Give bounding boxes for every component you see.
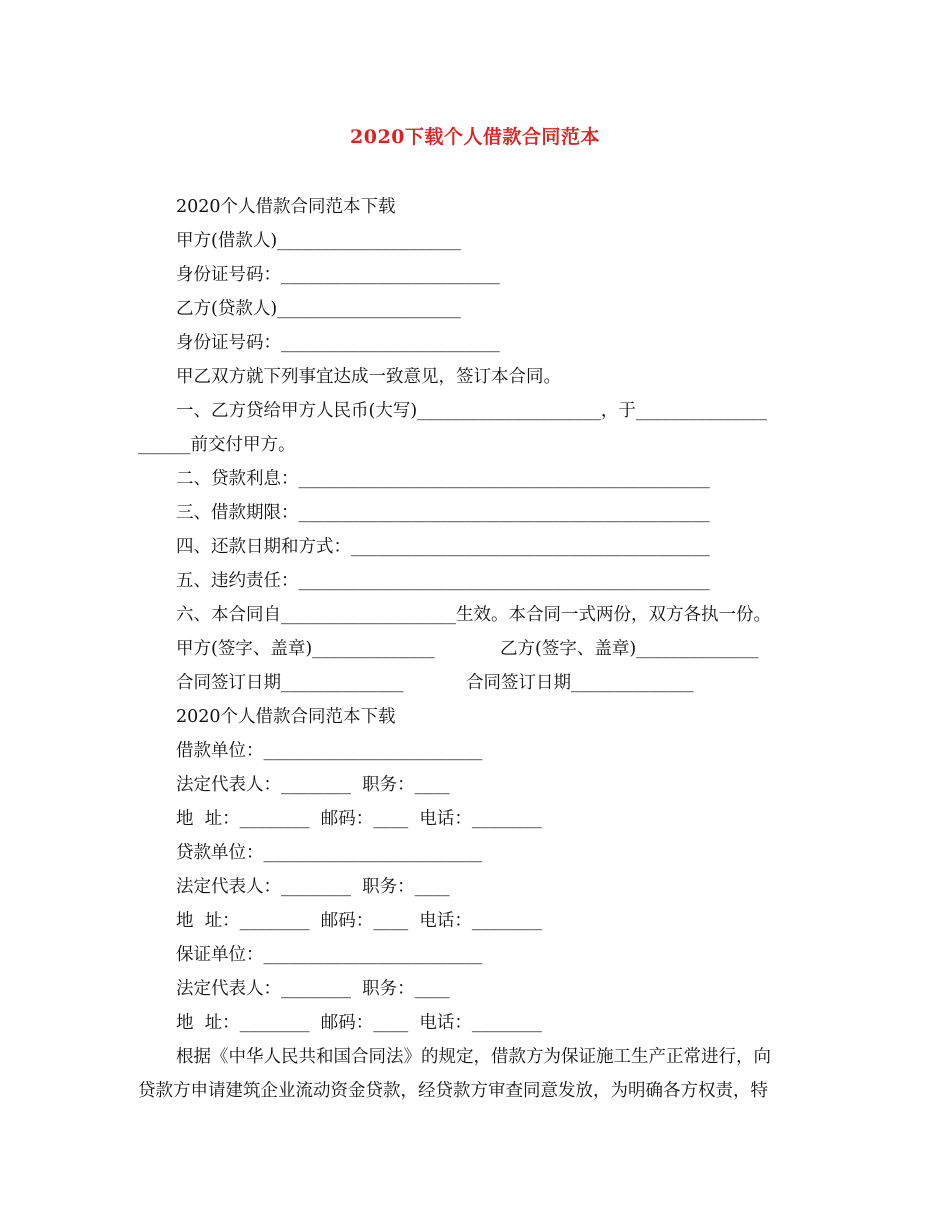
clause-2: 二、贷款利息：_______________________________________________ <box>176 469 710 489</box>
lender-unit-line: 贷款单位：_________________________ <box>176 843 483 863</box>
paragraph-line-2: 贷款方申请建筑企业流动资金贷款，经贷款方审查同意发放，为明确各方权责，特 <box>138 1081 768 1101</box>
clause-1: 一、乙方贷给甲方人民币(大写)_____________________，于_______________ <box>176 401 768 421</box>
signing-date-a: 合同签订日期______________ <box>176 673 404 693</box>
paragraph-line-1: 根据《中华人民共和国合同法》的规定，借款方为保证施工生产正常进行，向 <box>176 1047 771 1067</box>
party-b-line: 乙方(贷款人)_____________________ <box>176 299 461 319</box>
agreement-line: 甲乙双方就下列事宜达成一致意见，签订本合同。 <box>176 367 561 387</box>
borrower-unit-line: 借款单位：_________________________ <box>176 741 483 761</box>
clause-1-continued: ______前交付甲方。 <box>138 435 296 455</box>
party-a-id-line: 身份证号码：_________________________ <box>176 265 500 285</box>
lender-address-line: 地 址：________ 邮码：____ 电话：________ <box>176 911 542 931</box>
borrower-address-line: 地 址：________ 邮码：____ 电话：________ <box>176 809 542 829</box>
contract-heading-2: 2020个人借款合同范本下载 <box>176 707 396 727</box>
signing-date-b: 合同签订日期______________ <box>466 673 694 693</box>
signature-party-a: 甲方(签字、盖章)______________ <box>176 639 435 659</box>
signature-party-b: 乙方(签字、盖章)______________ <box>500 639 759 659</box>
contract-heading: 2020个人借款合同范本下载 <box>176 197 396 217</box>
lender-rep-line: 法定代表人：________ 职务：____ <box>176 877 450 897</box>
document-title: 2020下载个人借款合同范本 <box>350 126 600 148</box>
guarantor-rep-line: 法定代表人：________ 职务：____ <box>176 979 450 999</box>
borrower-rep-line: 法定代表人：________ 职务：____ <box>176 775 450 795</box>
clause-5: 五、违约责任：_______________________________________________ <box>176 571 710 591</box>
clause-6: 六、本合同自____________________生效。本合同一式两份，双方各执一份。 <box>176 605 771 625</box>
party-b-id-line: 身份证号码：_________________________ <box>176 333 500 353</box>
party-a-line: 甲方(借款人)_____________________ <box>176 231 461 251</box>
clause-4: 四、还款日期和方式：_________________________________________ <box>176 537 710 557</box>
guarantor-unit-line: 保证单位：_________________________ <box>176 945 483 965</box>
guarantor-address-line: 地 址：________ 邮码：____ 电话：________ <box>176 1013 542 1033</box>
clause-3: 三、借款期限：_______________________________________________ <box>176 503 710 523</box>
